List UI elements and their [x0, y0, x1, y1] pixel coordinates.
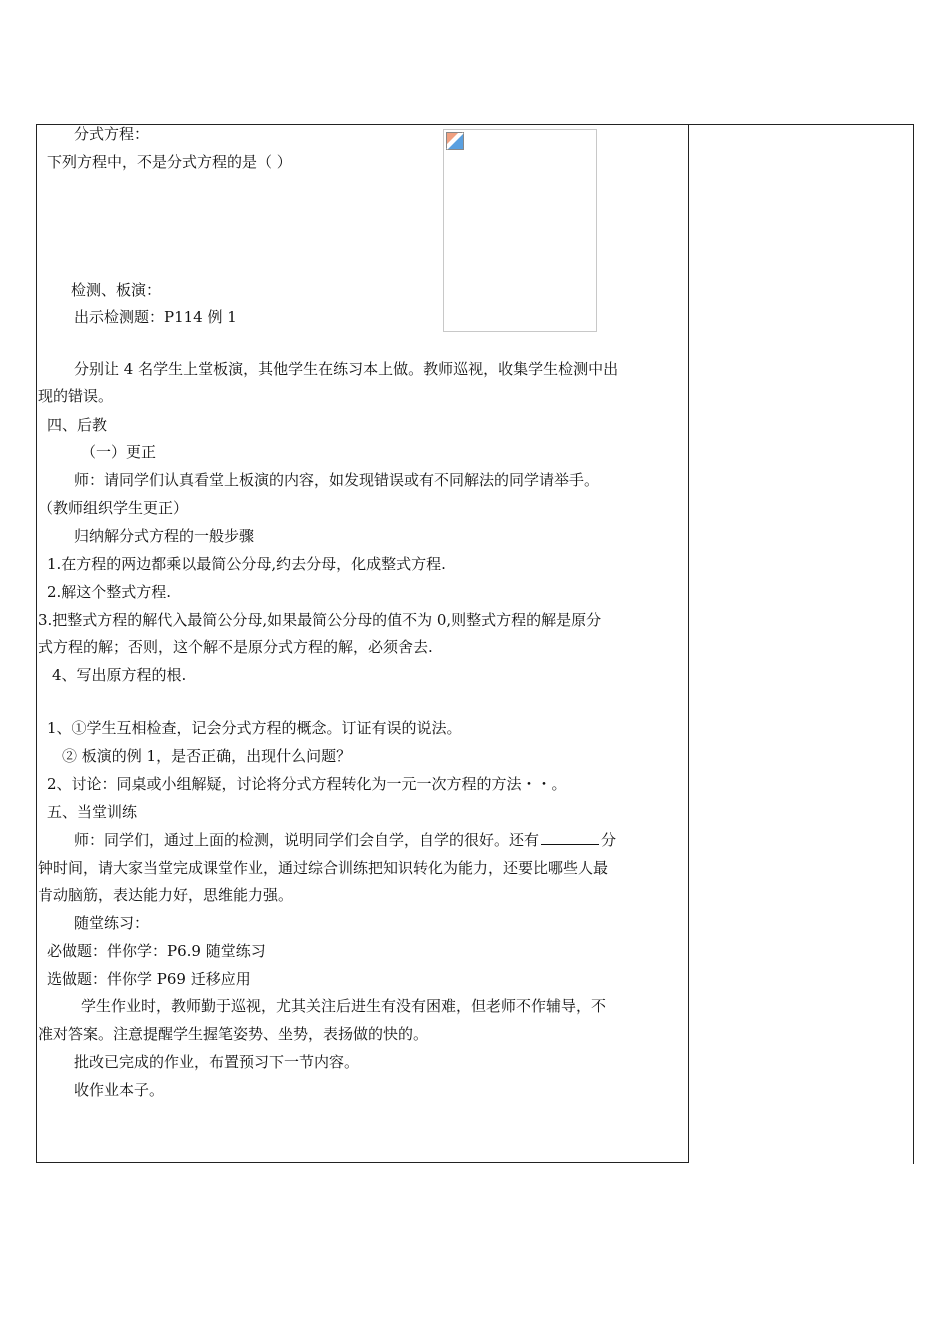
- text-line: 式方程的解；否则，这个解不是原分式方程的解，必须舍去.: [38, 638, 433, 656]
- text-segment: 师：同学们，通过上面的检测，说明同学们会自学，自学的很好。还有: [74, 831, 540, 849]
- text-segment: 分: [601, 831, 617, 849]
- step-item: 1.在方程的两边都乘以最简公分母,约去分母，化成整式方程.: [47, 555, 446, 573]
- section-heading: 四、后教: [47, 416, 108, 434]
- text-line: 现的错误。: [38, 387, 114, 405]
- text-line: [74, 830, 616, 850]
- text-line: 检测、板演：: [71, 281, 162, 299]
- step-item: 4、写出原方程的根.: [52, 666, 187, 684]
- text-line: 2、讨论：同桌或小组解疑，讨论将分式方程转化为一元一次方程的方法・・。: [47, 775, 567, 793]
- text-line: 学生作业时，教师勤于巡视，尤其关注后进生有没有困难，但老师不作辅导，不: [81, 997, 607, 1015]
- text-line: ② 板演的例 1，是否正确，出现什么问题？: [62, 747, 352, 765]
- text-line: 钟时间，请大家当堂完成课堂作业，通过综合训练把知识转化为能力，还要比哪些人最: [38, 859, 609, 877]
- notes-cell-right-border: [913, 124, 914, 1164]
- text-line: 师：请同学们认真看堂上板演的内容，如发现错误或有不同解法的同学请举手。: [74, 471, 600, 489]
- text-line: 下列方程中，不是分式方程的是（ ）: [47, 153, 292, 171]
- text-line: 收作业本子。: [74, 1081, 165, 1099]
- subsection-heading: （一）更正: [81, 443, 157, 461]
- text-line: 分别让 4 名学生上堂板演，其他学生在练习本上做。教师巡视，收集学生检测中出: [74, 360, 619, 378]
- text-line: （教师组织学生更正）: [38, 499, 189, 517]
- notes-cell-top-border: [689, 124, 914, 125]
- text-line: 准对答案。注意提醒学生握笔姿势、坐势，表扬做的快的。: [38, 1025, 429, 1043]
- text-line: 出示检测题：P114 例 1: [74, 308, 237, 326]
- text-line: 随堂练习：: [74, 914, 150, 932]
- text-line: 归纳解分式方程的一般步骤: [74, 527, 255, 545]
- broken-image-icon: [446, 132, 464, 150]
- section-heading: 五、当堂训练: [47, 803, 138, 821]
- text-line: 1、①学生互相检查，记会分式方程的概念。订证有误的说法。: [47, 719, 462, 737]
- text-line: 选做题：伴你学 P69 迁移应用: [47, 970, 251, 988]
- text-line: 必做题：伴你学：P6.9 随堂练习: [47, 942, 266, 960]
- step-item: 3.把整式方程的解代入最简公分母,如果最简公分母的值不为 0,则整式方程的解是原分: [38, 611, 602, 629]
- step-item: 2.解这个整式方程.: [47, 583, 172, 601]
- text-line: 肯动脑筋，表达能力好，思维能力强。: [38, 886, 294, 904]
- text-line: 批改已完成的作业，布置预习下一节内容。: [74, 1053, 360, 1071]
- fill-in-blank: [541, 830, 599, 845]
- text-line: 分式方程：: [74, 125, 150, 143]
- image-placeholder: [443, 129, 597, 332]
